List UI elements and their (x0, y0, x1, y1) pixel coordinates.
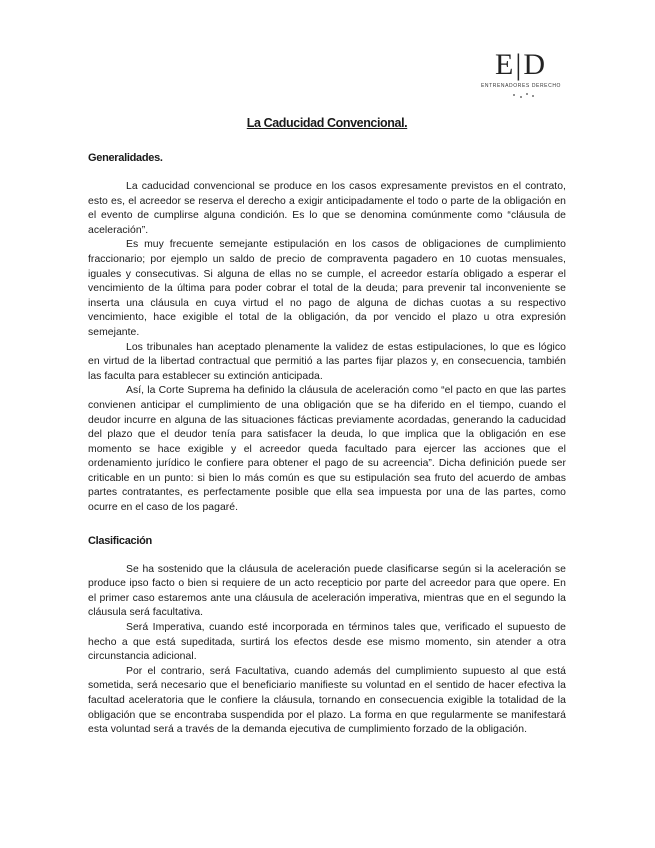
paragraph: Los tribunales han aceptado plenamente la validez de estas estipulaciones, lo que es lógico en virtud de la libertad contractual que permitió a las partes fijar plazos y, en consecuencia, también las faculta para establecer su extinción anticipada. (88, 341, 566, 382)
paragraph: Por el contrario, será Facultativa, cuando además del cumplimiento supuesto al que está sometida, será necesario que el beneficiario manifieste su voluntad en el sentido de hacer efectiva la facultad aceleratoria que le confiere la cláusula, tornando en consecuencia exigible la totalidad de la obligación que se encontraba suspendida por el plazo. La forma en que regularmente se manifestará esta voluntad será a través de la demanda ejecutiva de cumplimiento forzado de la obligación. (88, 665, 566, 736)
section-body-clasificacion (88, 563, 566, 738)
paragraph: Será Imperativa, cuando esté incorporada en términos tales que, verificado el supuesto de hecho a que está supeditada, surtirá los efectos desde ese mismo momento, sin atender a otra circunstancia adicional. (88, 622, 566, 663)
paragraph: Así, la Corte Suprema ha definido la cláusula de aceleración como “el pacto en que las partes convienen anticipar el cumplimiento de una obligación que se ha diferido en el tiempo, cuando el deudor incurre en alguna de las situaciones fácticas previamente acordadas, generando la caducidad del plazo que el deudor tenía para satisfacer la deuda, lo que implica que la obligación en ese momento se hace exigible y el acreedor queda facultado para ejercer las acciones que el ordenamiento jurídico le confiere para obtener el pago de su acreencia”. Dicha definición puede ser criticable en un punto: si bien lo más común es que su estipulación sea fruto del acuerdo de ambas partes contratantes, es perfectamente posible que ella sea impuesta por una de las partes, como ocurre en el caso de los pagaré. (88, 385, 566, 514)
paragraph: La caducidad convencional se produce en los casos expresamente previstos en el contrato, esto es, el acreedor se reserva el derecho a exigir anticipadamente el todo o parte de la obligación en el evento de cumplirse alguna condición. Es lo que se denomina comúnmente como “cláusula de aceleración”. (88, 181, 566, 236)
paragraph: Se ha sostenido que la cláusula de aceleración puede clasificarse según si la aceleración se produce ipso facto o bien si requiere de un acto recepticio por parte del acreedor para que opere. En el primer caso estaremos ante una cláusula de aceleración imperativa, mientras que en el segundo la cláusula será facultativa. (88, 563, 566, 619)
document-title: La Caducidad Convencional. (246, 116, 408, 130)
section-body-generalidades (88, 180, 566, 516)
paragraph: Es muy frecuente semejante estipulación en los casos de obligaciones de cumplimiento fraccionario; por ejemplo un saldo de precio de compraventa pagadero en 10 cuotas mensuales, iguales y consecutivas. Si alguna de ellas no se cumple, el acreedor estaría obligado a esperar el vencimiento de la última para poder cobrar el total de la deuda; para prevenir tal inconveniente se inserta una cláusula en cuya virtud el no pago de alguna de dichas cuotas a su respectivo vencimiento, hace exigible el total de la obligación, da por vencido el plazo u otra expresión semejante. (88, 239, 566, 338)
document-page (88, 116, 566, 738)
brand-logo (472, 48, 570, 100)
logo-dots-icon (508, 92, 538, 100)
section-heading-clasificacion: Clasificación (88, 534, 152, 547)
section-heading-generalidades: Generalidades. (88, 152, 163, 164)
logo-subtitle: ENTRENADORES DERECHO (480, 83, 562, 89)
logo-mark: E|D (495, 48, 547, 81)
